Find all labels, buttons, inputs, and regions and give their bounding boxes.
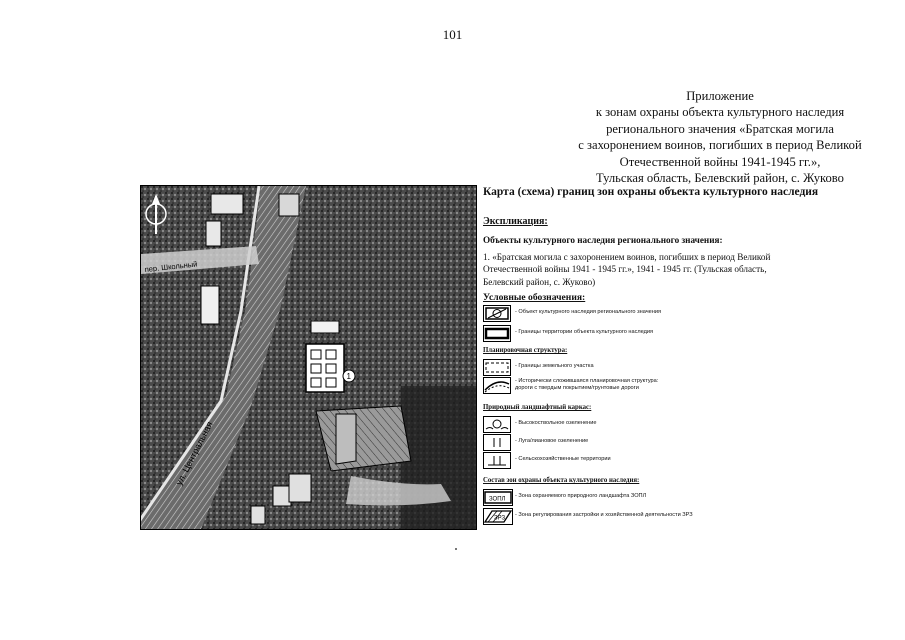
- conventions-header: Условные обозначения:: [483, 292, 586, 303]
- appendix-line: с захоронением воинов, погибших в период Великой: [578, 138, 862, 153]
- map-scheme: [140, 185, 477, 530]
- meadow-icon: [483, 434, 511, 451]
- legend-label: - Луга/лиановое озеленение: [515, 438, 589, 444]
- object-symbol-icon: [483, 305, 511, 322]
- appendix-line: Отечественной войны 1941-1945 гг.»,: [619, 154, 821, 169]
- legend-label: - Объект культурного наследия регионального значения: [515, 309, 661, 315]
- legend-label: - Границы территории объекта культурного наследия: [515, 329, 654, 335]
- legend-label: - Зона охраняемого природного ландшафта ЗОПЛ: [515, 493, 647, 499]
- planning-header: Планировочная структура:: [483, 347, 568, 354]
- legend-label-line: дороги с твердым покрытием/грунтовые дороги: [515, 385, 639, 391]
- object-1-description: [483, 251, 770, 288]
- landscape-header: Природный ландшафтный каркас:: [483, 404, 592, 411]
- street-label-tsentralnaya: ул. Центральная: [173, 419, 215, 487]
- zopl-zone-icon: [483, 489, 513, 506]
- legend-label: - Высокоствольное озеленение: [515, 420, 597, 426]
- legend-label: [515, 378, 658, 392]
- road-icon: [483, 377, 511, 394]
- zones-header: Состав зон охраны объекта культурного наследия:: [483, 477, 640, 484]
- objects-header: Объекты культурного наследия регионального значения:: [483, 235, 723, 245]
- map-title: Карта (схема) границ зон охраны объекта культурного наследия: [483, 186, 819, 198]
- legend-label: - Зона регулирования застройки и хозяйственной деятельности ЗРЗ: [515, 512, 693, 518]
- object-1-line: 1. «Братская могила с захоронением воинов, погибших в период Великой: [483, 252, 771, 262]
- appendix-line: к зонам охраны объекта культурного наследия: [595, 105, 845, 120]
- explication-header: Экспликация:: [483, 216, 548, 227]
- street-label-shkolny: пер. Школьный: [144, 259, 198, 274]
- scan-speck: [455, 548, 457, 550]
- legend-label: - Сельскохозяйственные территории: [515, 456, 611, 462]
- page-number: 101: [442, 27, 463, 42]
- object-1-line: Белевский район, с. Жуково): [483, 276, 596, 287]
- legend-label: - Границы земельного участка: [515, 363, 594, 369]
- appendix-line: Тульская область, Белевский район, с. Жуково: [596, 171, 844, 186]
- territory-border-icon: [483, 325, 511, 342]
- zrz-zone-icon: [483, 508, 513, 525]
- land-plot-border-icon: [483, 359, 511, 376]
- tree-icon: [483, 416, 511, 433]
- map-image: [141, 186, 476, 529]
- marker-number: 1: [346, 372, 351, 381]
- zone-code: ЗРЗ: [494, 515, 506, 522]
- appendix-heading: [540, 88, 900, 186]
- object-1-line: Отечественной войны 1941 - 1945 гг.», 1941 - 1945 гг. (Тульская область,: [483, 264, 767, 275]
- appendix-line: регионального значения «Братская могила: [606, 121, 834, 136]
- appendix-line: Приложение: [686, 89, 754, 103]
- zone-code: ЗОПЛ: [489, 496, 506, 503]
- legend-label-line: - Исторически сложившаяся планировочная структура:: [515, 378, 659, 384]
- agricultural-icon: [483, 452, 511, 469]
